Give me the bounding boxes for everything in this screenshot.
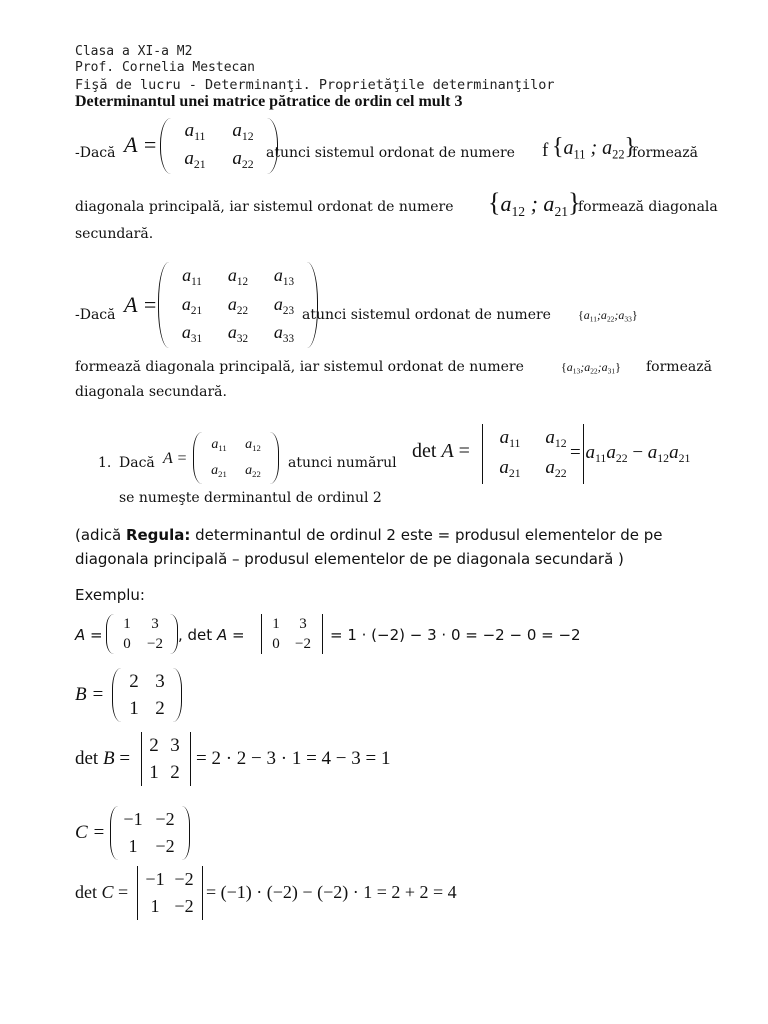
worksheet-title: Fişă de lucru - Determinanţi. Proprietăţile determinanţilor — [75, 77, 555, 93]
rule-line-2: diagonala principală – produsul elementelor de pe diagonala secundară ) — [75, 550, 624, 568]
ex-detB-label: det B = — [75, 748, 131, 769]
def-det-label: det A = — [412, 440, 470, 462]
def-middle: atunci numărul — [288, 455, 397, 471]
matrix-entry: $a_{11}$ — [211, 436, 227, 454]
order3-middle-text: atunci sistemul ordonat de numere — [302, 307, 551, 323]
matrix-entry: −2 — [155, 836, 175, 856]
matrix-A-2x2 — [160, 118, 278, 174]
matrix-entry: 3 — [170, 734, 180, 756]
matrix-entry: 1 — [128, 836, 138, 856]
matrix-entry: 1 — [149, 761, 159, 783]
matrix-A-label-3: A = — [124, 292, 158, 317]
order3-line3: diagonala secundară. — [75, 384, 227, 400]
matrix-entry: $a_{23}$ — [273, 293, 295, 317]
matrix-entry: $a_{31}$ — [181, 322, 203, 346]
matrix-entry: −1 — [145, 869, 165, 889]
matrix-entry: $a_{11}$ — [184, 119, 206, 144]
matrix-entry: $a_{22}$ — [232, 147, 254, 172]
order2-middle-text: atunci sistemul ordonat de numere — [266, 145, 515, 161]
daca-label-2: -Dacă — [75, 145, 116, 161]
matrix-entry: 1 — [272, 615, 280, 632]
ex-detA-bars — [258, 614, 326, 654]
secondary-diag-set-3: $\{a_{13};a_{22};a_{31}\}$ — [561, 360, 621, 376]
order2-line2-b: formează diagonala — [578, 199, 718, 215]
order2-line2-a: diagonala principală, iar sistemul ordonat de numere — [75, 199, 454, 215]
ex-detB-bars — [138, 732, 194, 786]
ex-matrix-C — [110, 806, 190, 860]
rule-line-1: (adică Regula: determinantul de ordinul 2 este = produsul elementelor de pe — [75, 526, 663, 544]
matrix-entry: $a_{12}$ — [232, 119, 254, 144]
matrix-entry: $a_{12}$ — [245, 436, 261, 454]
matrix-entry: $a_{11}$ — [499, 426, 521, 451]
matrix-entry: −2 — [174, 869, 194, 889]
def-det-result: = $a_{11}a_{22} - a_{12}a_{21}$ — [570, 442, 691, 466]
matrix-entry: $a_{13}$ — [273, 264, 295, 288]
matrix-entry: 1 — [129, 697, 139, 719]
ex-detA-result: = 1 · (−2) − 3 · 0 = −2 − 0 = −2 — [330, 626, 581, 644]
class-line: Clasa a XI-a M2 — [75, 44, 193, 59]
matrix-entry: −2 — [147, 635, 163, 652]
matrix-entry: −2 — [155, 809, 175, 829]
matrix-entry: 1 — [123, 615, 131, 632]
forms-text: formează — [632, 145, 698, 161]
secondary-diag-set-2: {$a_{12}$ ; $a_{21}$} — [488, 188, 581, 219]
matrix-entry: $a_{21}$ — [499, 456, 521, 481]
ex-detC-bars — [134, 866, 206, 920]
ex-detA-label: , det A = — [178, 626, 245, 644]
section-title: Determinantul unei matrice pătratice de ordin cel mult 3 — [75, 93, 463, 110]
ex-matrix-A — [106, 614, 178, 654]
matrix-entry: $a_{12}$ — [545, 426, 567, 451]
rule-label: Regula: — [125, 526, 191, 544]
matrix-entry: $a_{21}$ — [211, 462, 227, 480]
matrix-entry: 3 — [151, 615, 159, 632]
matrix-entry: −2 — [295, 635, 311, 652]
def-daca: Dacă — [119, 455, 155, 471]
matrix-entry: 0 — [123, 635, 131, 652]
order2-line3: secundară. — [75, 226, 154, 242]
matrix-entry: 2 — [170, 761, 180, 783]
daca-label-3: -Dacă — [75, 307, 116, 323]
matrix-A-3x3 — [158, 262, 318, 348]
matrix-entry: 3 — [155, 670, 165, 692]
matrix-entry: $a_{22}$ — [545, 456, 567, 481]
matrix-entry: $a_{11}$ — [182, 264, 202, 288]
matrix-entry: $a_{32}$ — [227, 322, 249, 346]
matrix-entry: 1 — [150, 896, 160, 916]
ex-B-label: B = — [75, 684, 105, 705]
matrix-entry: $a_{21}$ — [184, 147, 206, 172]
matrix-entry: −1 — [123, 809, 143, 829]
def-matrix-A — [193, 432, 279, 484]
def-A-label: A = — [163, 450, 188, 467]
example-title: Exemplu: — [75, 586, 145, 604]
f-letter: f — [542, 140, 549, 161]
matrix-entry: $a_{21}$ — [181, 293, 203, 317]
matrix-entry: $a_{22}$ — [245, 462, 261, 480]
matrix-entry: 2 — [129, 670, 139, 692]
matrix-entry: $a_{22}$ — [227, 293, 249, 317]
ex-detB-result: = 2 · 2 − 3 · 1 = 4 − 3 = 1 — [196, 748, 391, 769]
ex-detC-result: = (−1) · (−2) − (−2) · 1 = 2 + 2 = 4 — [206, 882, 457, 902]
main-diag-set-2: {$a_{11}$ ; $a_{22}$} — [552, 134, 637, 162]
matrix-entry: 0 — [272, 635, 280, 652]
matrix-entry: $a_{12}$ — [227, 264, 249, 288]
matrix-entry: 2 — [155, 697, 165, 719]
matrix-A-label-2: A = — [124, 132, 158, 157]
order3-line2-a: formează diagonala principală, iar sistemul ordonat de numere — [75, 359, 524, 375]
ex-detC-label: det C = — [75, 882, 129, 902]
matrix-entry: 2 — [149, 734, 159, 756]
ex-matrix-B — [112, 668, 182, 722]
order3-line2-b: formează — [646, 359, 712, 375]
main-diag-set-3: $\{a_{11};a_{22};a_{33}\}$ — [578, 308, 638, 324]
matrix-entry: −2 — [174, 896, 194, 916]
matrix-entry: $a_{33}$ — [273, 322, 295, 346]
ex-C-label: C = — [75, 822, 106, 843]
def-named-line: se numeşte derminantul de ordinul 2 — [119, 490, 382, 506]
def-number: 1. — [98, 455, 112, 471]
ex-A-label: A = — [75, 626, 103, 644]
matrix-entry: 3 — [299, 615, 307, 632]
teacher-line: Prof. Cornelia Mestecan — [75, 60, 256, 75]
